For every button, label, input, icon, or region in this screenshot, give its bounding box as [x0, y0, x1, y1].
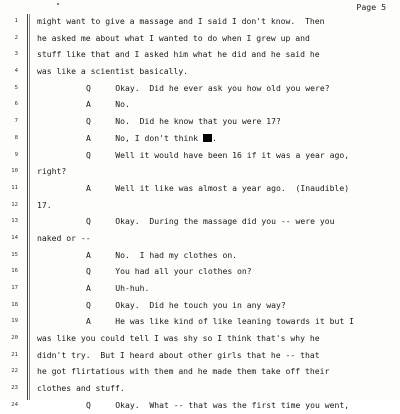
transcript-line	[0, 46, 400, 63]
line-text	[37, 63, 188, 80]
line-text-content: clothes and stuff.	[37, 383, 125, 394]
line-text	[86, 263, 252, 280]
transcript-line	[0, 147, 400, 164]
transcript-line	[0, 80, 400, 97]
line-text-content: he got flirtatious with them and he made them take off their	[37, 366, 330, 377]
line-text-content: A No.	[86, 99, 130, 110]
line-text-tail: .	[211, 132, 217, 143]
line-number: 1	[14, 18, 18, 24]
line-number: 16	[11, 268, 18, 275]
transcript-line	[0, 380, 400, 397]
line-text-content: A He was like kind of like leaning towards it but I	[86, 316, 355, 327]
line-number: 11	[11, 184, 18, 191]
transcript-line	[0, 30, 400, 47]
line-text-content: Q Well it would have been 16 if it was a year ago,	[86, 149, 350, 160]
line-text	[37, 330, 320, 347]
line-number: 4	[14, 68, 18, 75]
line-text	[86, 180, 349, 197]
line-text-content: A Uh-huh.	[86, 283, 150, 293]
transcript-line	[0, 230, 400, 247]
line-text	[86, 113, 281, 130]
line-number: 24	[11, 401, 18, 408]
line-number: 6	[14, 101, 18, 108]
transcript-lines	[0, 13, 400, 414]
transcript-line	[0, 213, 400, 230]
line-number: 15	[11, 251, 18, 258]
line-text	[37, 380, 125, 397]
line-text-content: Q No. Did he know that you were 17?	[86, 116, 281, 127]
line-text-content: Q You had all your clothes on?	[86, 266, 252, 277]
transcript-line	[0, 397, 400, 414]
line-text	[37, 163, 66, 180]
line-number: 7	[14, 118, 18, 125]
line-text	[86, 80, 330, 97]
line-number: 21	[11, 351, 18, 358]
line-text	[37, 197, 52, 214]
transcript-line	[0, 163, 400, 180]
transcript-line	[0, 330, 400, 347]
line-text	[86, 130, 217, 147]
line-text	[37, 13, 325, 30]
line-text-content: didn't try. But I heard about other girls that he -- that	[37, 349, 320, 360]
transcript-line	[0, 13, 400, 30]
line-text	[86, 247, 237, 264]
line-text-content: Q Okay. During the massage did you -- were you	[86, 216, 335, 227]
line-text-content: was like a scientist basically.	[37, 66, 189, 77]
transcript-line	[0, 197, 400, 214]
redaction-box	[203, 134, 212, 142]
line-text-content: he asked me about what I wanted to do when I grew up and	[37, 32, 310, 43]
line-number: 19	[11, 318, 18, 325]
line-text	[86, 397, 349, 414]
line-number: 5	[14, 84, 18, 91]
line-text	[86, 313, 354, 330]
line-text-content: might want to give a massage and I said I don't know. Then	[37, 16, 325, 26]
line-text	[37, 46, 320, 63]
line-number: 8	[14, 134, 18, 141]
line-text-content: naked or --	[37, 232, 91, 243]
transcript-line	[0, 130, 400, 147]
line-text-content: stuff like that and I asked him what he did and he said he	[37, 49, 320, 60]
transcript-line	[0, 113, 400, 130]
transcript-line	[0, 96, 400, 113]
line-text	[86, 297, 286, 314]
line-number: 17	[11, 285, 18, 291]
line-number: 14	[11, 234, 18, 241]
page-number: Page 5	[356, 2, 386, 12]
line-text	[86, 213, 335, 230]
line-text	[37, 363, 329, 380]
transcript-line	[0, 63, 400, 80]
line-number: 18	[11, 301, 18, 308]
line-number: 3	[14, 51, 18, 58]
line-number: 22	[11, 368, 18, 375]
transcript-line	[0, 247, 400, 264]
line-number: 20	[11, 335, 18, 342]
line-number: 10	[11, 168, 18, 175]
line-text	[86, 280, 149, 297]
line-text	[86, 147, 349, 164]
line-text-content: Q Okay. Did he touch you in any way?	[86, 299, 286, 310]
line-text-content: A No, I don't think	[86, 132, 199, 143]
scan-speck	[57, 3, 59, 5]
line-text-content: Q Okay. What -- that was the first time you went,	[86, 399, 350, 410]
transcript-line	[0, 347, 400, 364]
line-text	[37, 347, 320, 364]
line-text	[37, 230, 91, 247]
line-text-content: right?	[37, 166, 67, 177]
transcript-line	[0, 363, 400, 380]
line-text-content: A No. I had my clothes on.	[86, 249, 238, 260]
line-number: 2	[14, 34, 18, 41]
line-text-content: was like you could tell I was shy so I think that's why he	[37, 333, 320, 344]
transcript-line	[0, 297, 400, 314]
line-text-content: 17.	[37, 199, 52, 210]
line-number: 9	[14, 151, 18, 158]
transcript-line	[0, 180, 400, 197]
transcript-line	[0, 263, 400, 280]
line-number: 13	[11, 218, 18, 225]
line-number: 23	[11, 385, 18, 392]
transcript-line	[0, 313, 400, 330]
transcript-line	[0, 280, 400, 297]
line-number: 12	[11, 201, 18, 208]
line-text-content: Q Okay. Did he ever ask you how old you were?	[86, 82, 330, 93]
line-text-content: A Well it like was almost a year ago. (Inaudible)	[86, 182, 350, 193]
line-text	[37, 30, 310, 47]
line-text	[86, 96, 130, 113]
